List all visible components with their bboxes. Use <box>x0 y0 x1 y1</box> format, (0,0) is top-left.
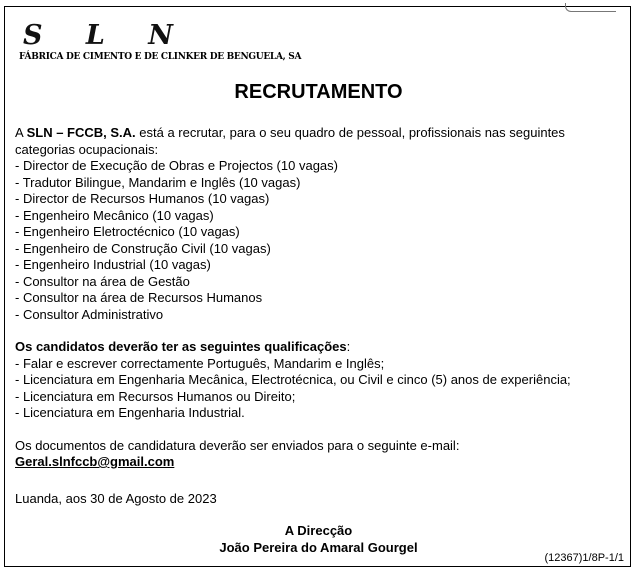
list-item: - Licenciatura em Engenharia Industrial. <box>15 405 245 420</box>
company-name: FÁBRICA DE CIMENTO E DE CLINKER DE BENGUELA, SA <box>19 52 302 62</box>
advert-body <box>15 125 620 471</box>
list-item: - Engenheiro de Construção Civil (10 vagas) <box>15 240 271 256</box>
list-item: - Falar e escrever correctamente Português, Mandarim e Inglês; <box>15 355 385 371</box>
list-item: - Engenheiro Industrial (10 vagas) <box>15 257 211 272</box>
signature-name: João Pereira do Amaral Gourgel <box>219 539 418 555</box>
qualifications-heading <box>15 339 620 356</box>
signature-title: A Direcção <box>284 523 353 538</box>
email-link[interactable]: Geral.slnfccb@gmail.com <box>15 454 175 469</box>
date-line: Luanda, aos 30 de Agosto de 2023 <box>15 491 217 506</box>
positions-list <box>15 158 620 323</box>
list-item: - Director de Execução de Obras e Projectos (10 vagas) <box>15 158 338 173</box>
company-logo: S L N <box>23 20 190 51</box>
page-title: RECRUTAMENTO <box>234 81 403 103</box>
qualifications-colon: : <box>346 339 351 354</box>
intro-paragraph <box>15 125 620 158</box>
intro-company: SLN – FCCB, S.A. <box>26 125 136 140</box>
list-item: - Tradutor Bilingue, Mandarim e Inglês (10 vagas) <box>15 174 301 190</box>
list-item: - Consultor Administrativo <box>15 306 164 322</box>
qualifications-title: Os candidatos deverão ter as seguintes qualificações <box>15 339 347 354</box>
clipped-top-decoration <box>565 3 616 12</box>
intro-text: está a recrutar, para o seu quadro de pessoal, profissionais nas seguintes categorias ocupacionais: <box>15 125 565 157</box>
list-item: - Consultor na área de Gestão <box>15 273 190 289</box>
reference-code: (12367)1/8P-1/1 <box>544 552 624 564</box>
list-item: - Director de Recursos Humanos (10 vagas) <box>15 191 270 206</box>
list-item: - Engenheiro Mecânico (10 vagas) <box>15 207 214 223</box>
qualifications-list <box>15 356 620 422</box>
list-item: - Consultor na área de Recursos Humanos <box>15 290 263 305</box>
signature-block <box>5 523 632 556</box>
intro-prefix: A <box>15 125 27 140</box>
documents-text: Os documentos de candidatura deverão ser enviados para o seguinte e-mail: <box>15 437 460 453</box>
list-item: - Licenciatura em Engenharia Mecânica, Electrotécnica, ou Civil e cinco (5) anos de experiência; <box>15 372 571 387</box>
list-item: - Engenheiro Eletroctécnico (10 vagas) <box>15 224 240 239</box>
list-item: - Licenciatura em Recursos Humanos ou Direito; <box>15 388 296 404</box>
advert-frame <box>4 6 631 567</box>
